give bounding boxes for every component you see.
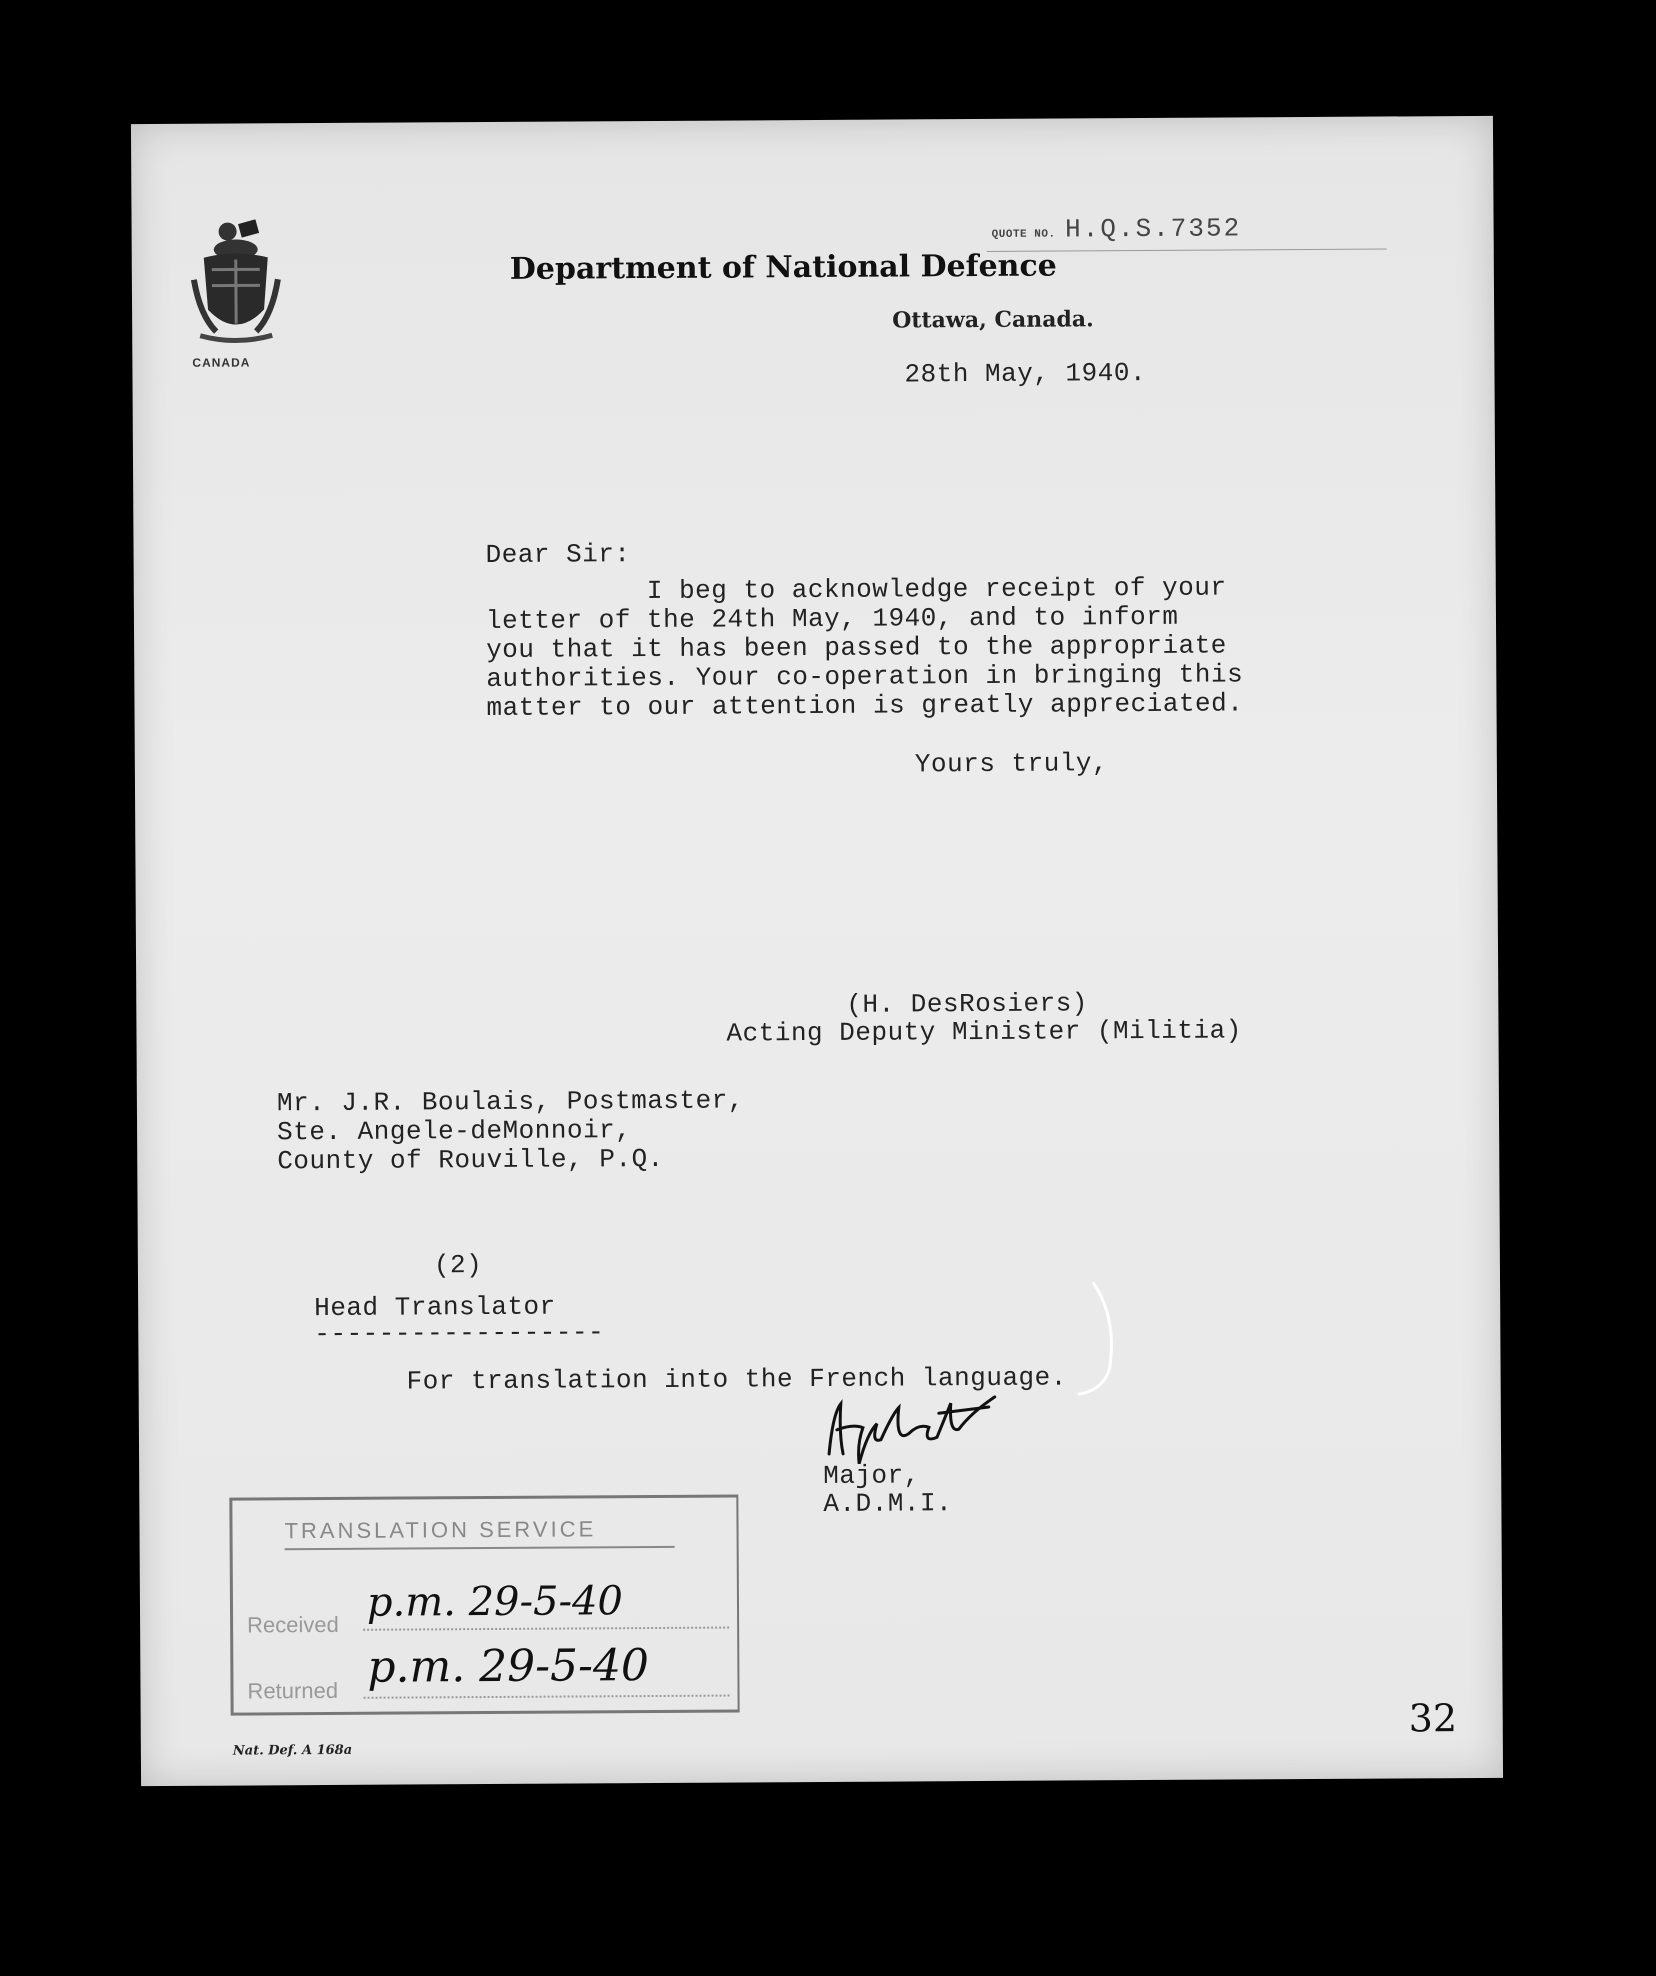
page-number: 32 bbox=[1408, 1696, 1458, 1741]
letter-page bbox=[131, 116, 1503, 1786]
signatory-title: Acting Deputy Minister (Militia) bbox=[726, 1015, 1242, 1049]
stamp-received-value: p.m. 29-5-40 bbox=[366, 1578, 624, 1626]
quote-number bbox=[992, 213, 1242, 245]
form-identifier: Nat. Def. A 168a bbox=[232, 1742, 353, 1759]
salutation: Dear Sir: bbox=[485, 539, 631, 571]
stamp-received-label: Received bbox=[247, 1611, 339, 1638]
copies-count: (2) bbox=[433, 1250, 483, 1281]
letter-date: 28th May, 1940. bbox=[904, 357, 1147, 390]
stamp-returned-value: p.m. 29-5-40 bbox=[367, 1640, 650, 1693]
signer-rank: Major, A.D.M.I. bbox=[823, 1460, 953, 1519]
city-line: Ottawa, Canada. bbox=[892, 306, 1094, 334]
pencil-mark-icon bbox=[1073, 1278, 1124, 1398]
translation-service-stamp bbox=[229, 1494, 739, 1715]
crest-label: CANADA bbox=[192, 355, 251, 370]
stamp-received-line bbox=[363, 1626, 729, 1631]
signatory-name: (H. DesRosiers) bbox=[846, 988, 1088, 1020]
translation-instruction: For translation into the French language. bbox=[406, 1362, 1067, 1397]
coat-of-arms-icon bbox=[190, 219, 283, 350]
quote-value: H.Q.S.7352 bbox=[1065, 213, 1242, 245]
department-heading: Department of National Defence bbox=[509, 248, 1057, 287]
stamp-returned-line bbox=[364, 1694, 730, 1699]
routing-recipient: Head Translator bbox=[314, 1291, 556, 1324]
routing-underline: ------------------ bbox=[314, 1317, 605, 1350]
letter-body: I beg to acknowledge receipt of your letter of the 24th May, 1940, and to inform you that it has been passed to the appropriate authorities. Your co-operation in bringing this matter to our attention is greatly appreciated. bbox=[485, 572, 1244, 724]
closing: Yours truly, bbox=[914, 748, 1109, 780]
addressee-block: Mr. J.R. Boulais, Postmaster, Ste. Angele-deMonnoir, County of Rouville, P.Q. bbox=[276, 1085, 744, 1177]
stamp-returned-label: Returned bbox=[247, 1677, 339, 1704]
quote-label: QUOTE NO. bbox=[991, 228, 1056, 241]
stamp-title: TRANSLATION SERVICE bbox=[284, 1516, 597, 1544]
stamp-title-rule bbox=[285, 1546, 675, 1550]
